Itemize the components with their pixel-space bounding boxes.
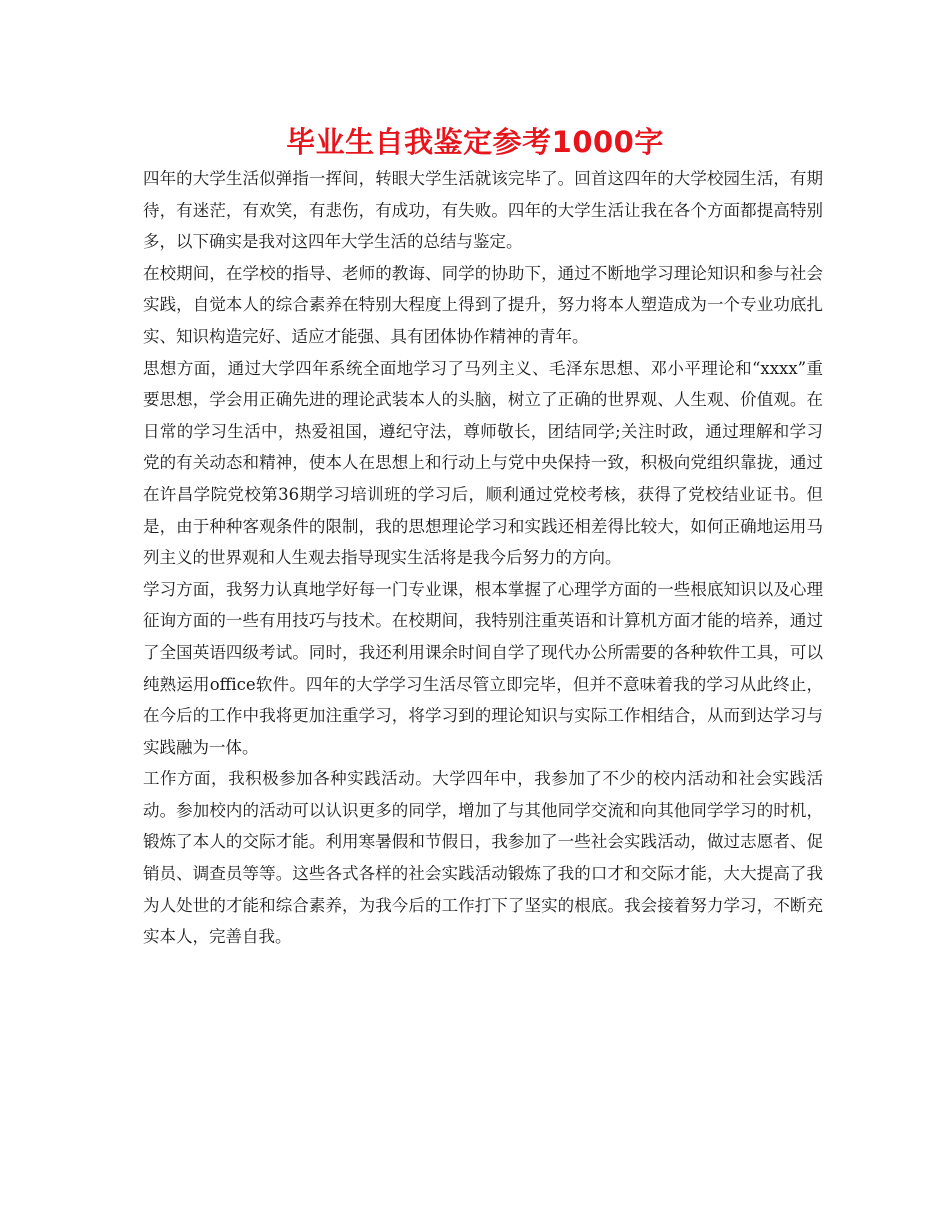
paragraph-study: 学习方面，我努力认真地学好每一门专业课，根本掌握了心理学方面的一些根底知识以及心理征询方面的一些有用技巧与技术。在校期间，我特别注重英语和计算机方面才能的培养，通过了全国英语四级考试。同时，我还利用课余时间自学了现代办公所需要的各种软件工具，可以纯熟运用office软件。四年的大学学习生活尽管立即完毕，但并不意味着我的学习从此终止，在今后的工作中我将更加注重学习，将学习到的理论知识与实际工作相结合，从而到达学习与实践融为一体。 xyxy=(143,579,823,757)
paragraph-school-period: 在校期间，在学校的指导、老师的教诲、同学的协助下，通过不断地学习理论知识和参与社会实践，自觉本人的综合素养在特别大程度上得到了提升，努力将本人塑造成为一个专业功底扎实、知识构造完好、适应才能强、具有团体协作精神的青年。 xyxy=(143,263,823,346)
paragraph-ideology: 思想方面，通过大学四年系统全面地学习了马列主义、毛泽东思想、邓小平理论和“xxxx”重要思想，学会用正确先进的理论武装本人的头脑，树立了正确的世界观、人生观、价值观。在日常的学习生活中，热爱祖国，遵纪守法，尊师敬长，团结同学;关注时政，通过理解和学习党的有关动态和精神，使本人在思想上和行动上与党中央保持一致，积极向党组织靠拢，通过在许昌学院党校第36期学习培训班的学习后，顺利通过党校考核，获得了党校结业证书。但是，由于种种客观条件的限制，我的思想理论学习和实践还相差得比较大，如何正确地运用马列主义的世界观和人生观去指导现实生活将是我今后努力的方向。 xyxy=(143,358,823,568)
document-body xyxy=(143,163,823,953)
document-title: 毕业生自我鉴定参考1000字 xyxy=(286,125,664,159)
paragraph-work: 工作方面，我积极参加各种实践活动。大学四年中，我参加了不少的校内活动和社会实践活动。参加校内的活动可以认识更多的同学，增加了与其他同学交流和向其他同学学习的时机，锻炼了本人的交际才能。利用寒暑假和节假日，我参加了一些社会实践活动，做过志愿者、促销员、调查员等等。这些各式各样的社会实践活动锻炼了我的口才和交际才能，大大提高了我为人处世的才能和综合素养，为我今后的工作打下了坚实的根底。我会接着努力学习，不断充实本人，完善自我。 xyxy=(143,769,823,947)
paragraph-intro: 四年的大学生活似弹指一挥间，转眼大学生活就该完毕了。回首这四年的大学校园生活，有期待，有迷茫，有欢笑，有悲伤，有成功，有失败。四年的大学生活让我在各个方面都提高特别多，以下确实是我对这四年大学生活的总结与鉴定。 xyxy=(143,169,823,252)
